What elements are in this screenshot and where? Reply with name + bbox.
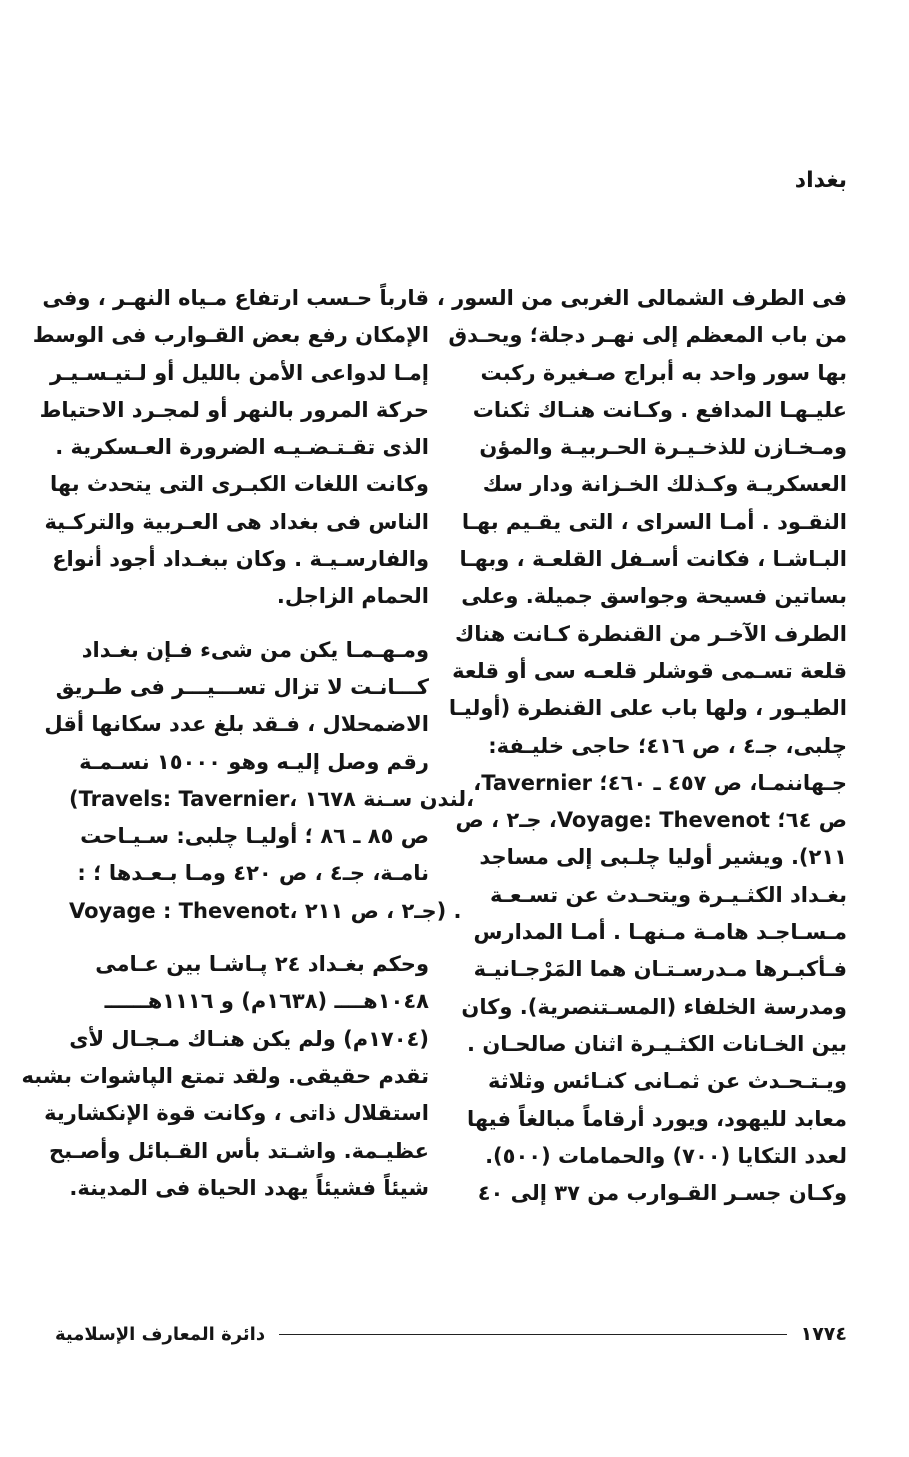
text-line: عليـهـا المدافع . وكـانت هنـاك ثكنات — [472, 397, 847, 422]
text-line: عظيـمة. واشـتد بأس القـبائل وأصـبح — [48, 1138, 429, 1163]
text-line: ومدرسة الخلفاء (المسـتنصرية). وكان — [461, 994, 847, 1019]
text-line: وكانت اللغات الكبـرى التى يتحدث بها — [49, 472, 429, 497]
text-line: جـهاننمـا، ص ٤٥٧ ـ ٤٦٠؛ Tavernier، — [473, 770, 847, 795]
text-line: العسكريـة وكـذلك الخـزانة ودار سك — [482, 472, 847, 497]
text-line: نامـة، جـ٤ ، ص ٤٢٠ ومـا بـعـدها ؛ : — [77, 861, 429, 886]
text-line: رقم وصل إليـه وهو ١٥٠٠٠ نسـمـة — [79, 749, 429, 774]
text-line: (١٧٠٤م) ولم يكن هنـاك مـجـال لأى — [69, 1026, 429, 1051]
text-line: Voyage : Thevenot، جـ٢ ، ص ٢١١) . — [69, 898, 462, 923]
text-line: معابد لليهود، ويورد أرقاماً مبالغاً فيها — [466, 1106, 847, 1131]
text-line: الاضمحلال ، فـقد بلغ عدد سكانها أقل — [44, 712, 429, 737]
left-column — [21, 280, 475, 1207]
text-line: الناس فى بغداد هى العـربية والتركـية — [44, 509, 429, 534]
text-line: بها سور واحد به أبراج صـغيرة ركبت — [480, 360, 847, 385]
text-line: ١٠٤٨هــــ (١٦٣٨م) و ١١١٦هــــــ — [104, 989, 429, 1014]
text-line: چلبى، جـ٤ ، ص ٤١٦؛ حاجى خليـفة: — [488, 733, 847, 758]
text-line: الطيـور ، ولها باب على القنطرة (أوليـا — [448, 696, 847, 721]
text-line: كـــانـت لا تزال تســـيـــر فى طـريق — [55, 674, 429, 699]
paragraph-gap — [69, 616, 429, 632]
text-line: البـاشـا ، فكانت أسـفل القلعـة ، وبهـا — [459, 547, 847, 572]
text-line: ويـتـحـدث عن ثمـانى كنـائس وثلاثة — [488, 1069, 847, 1094]
text-line: والفارسـيـة . وكان ببغـداد أجود أنواع — [52, 547, 429, 572]
text-line: إمـا لدواعى الأمن بالليل أو لـتيـسـيـر — [50, 360, 429, 385]
text-line: حركة المرور بالنهر أو لمجـرد الاحتياط — [39, 397, 429, 422]
text-line: (Travels: Tavernier، لندن سـنة ١٦٧٨، — [69, 786, 475, 811]
text-line: تقدم حقيقى. ولقد تمتع الپاشوات بشبه — [21, 1063, 429, 1088]
text-line: ومـخـازن للذخـيـرة الحـربيـة والمؤن — [479, 435, 847, 460]
text-line: الذى تقـتـضـيـه الضرورة العـسكرية . — [55, 435, 429, 460]
footer-rule — [279, 1334, 787, 1335]
text-line: بغـداد الكثـيـرة ويتحـدث عن تسـعـة — [489, 882, 847, 907]
text-line: بساتين فسيحة وجواسق جميلة. وعلى — [461, 584, 847, 609]
text-line: من باب المعظم إلى نهـر دجلة؛ ويحـدق — [448, 323, 847, 348]
text-line: فـأكبـرها مـدرسـتـان هما المَرْجـانيـة — [473, 957, 847, 982]
text-line: مـسـاجـد هامـة مـنهـا . أمـا المدارس — [473, 920, 847, 945]
text-line: وحكم بغـداد ٢٤ پـاشـا بين عـامى — [95, 952, 429, 977]
text-line: ص ٨٥ ـ ٨٦ ؛ أوليـا چلبى: سـيـاحت — [80, 824, 429, 849]
text-line: الإمكان رفع بعض القـوارب فى الوسط — [32, 323, 429, 348]
text-line: بين الخـانات الكثـيـرة اثنان صالحـان . — [467, 1031, 847, 1056]
paragraph — [44, 632, 475, 930]
paragraph — [21, 946, 429, 1207]
right-column — [436, 280, 847, 1212]
text-line: ومـهـمـا يكن من شىء فـإن بغـداد — [81, 637, 429, 662]
text-line: استقلال ذاتى ، وكانت قوة الإنكشارية — [44, 1101, 429, 1126]
text-line: الطرف الآخـر من القنطرة كـانت هناك — [454, 621, 847, 646]
text-line: الحمام الزاجل. — [276, 584, 429, 609]
running-title: بغداد — [794, 168, 847, 193]
journal-title: دائرة المعارف الإسلامية — [55, 1323, 266, 1345]
text-line: وكـان جسـر القـوارب من ٣٧ إلى ٤٠ — [477, 1181, 847, 1206]
page-footer — [55, 1322, 847, 1346]
text-line: قلعة تسـمى قوشلر قلعـه سى أو قلعة — [452, 658, 847, 683]
text-line: ٢١١). ويشير أوليا چلـبى إلى مساجد — [479, 845, 847, 870]
text-line: قارباً حـسب ارتفاع مـياه النهـر ، وفى — [42, 286, 429, 310]
text-line: شيئاً فشيئاً يهدد الحياة فى المدينة. — [69, 1175, 429, 1200]
paragraph-gap — [69, 930, 429, 946]
text-line: ص ٦٤؛ Voyage: Thevenot، جـ٢ ، ص — [455, 808, 847, 833]
page-number: ١٧٧٤ — [800, 1323, 847, 1345]
text-line: النقـود . أمـا السراى ، التى يقـيم بهـا — [461, 509, 847, 534]
paragraph — [32, 280, 429, 616]
text-line: لعدد التكايا (٧٠٠) والحمامات (٥٠٠). — [485, 1143, 847, 1168]
text-line: فى الطرف الشمالى الغربى من السور ، — [436, 286, 847, 310]
